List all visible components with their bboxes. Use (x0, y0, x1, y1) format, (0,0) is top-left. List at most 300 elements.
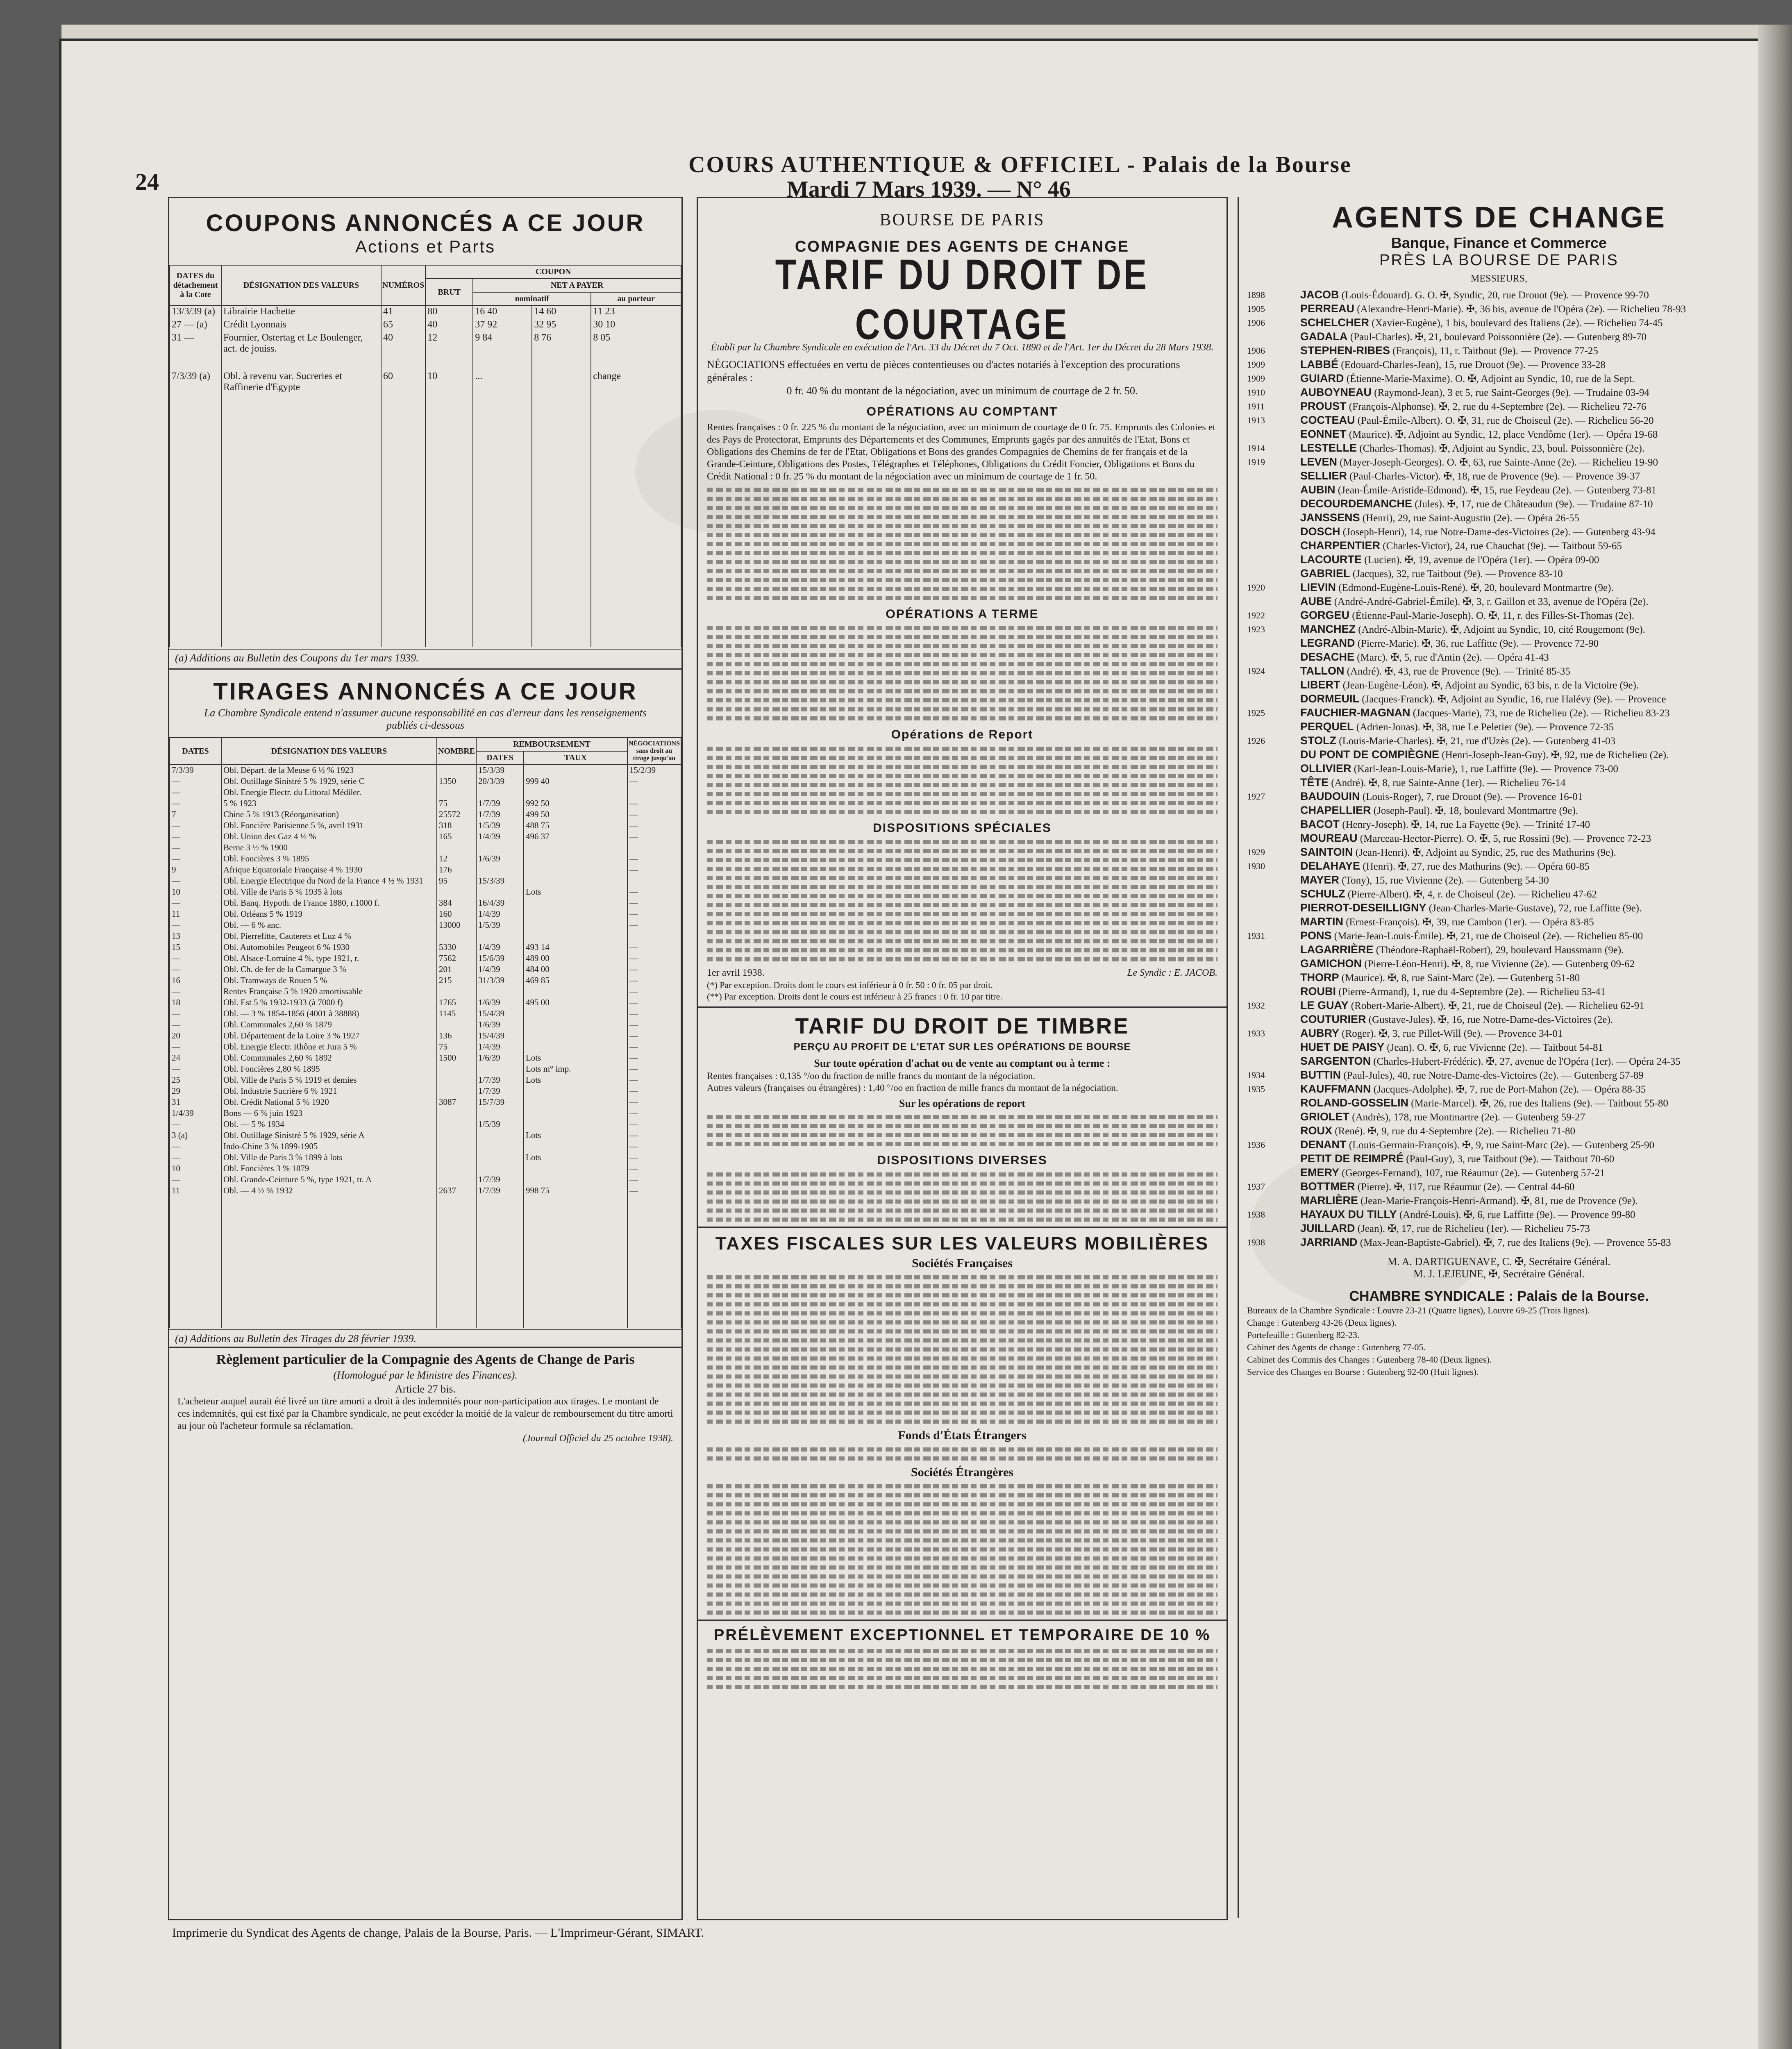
terme-text (698, 626, 1226, 720)
agent-detail: (Pierre-Léon-Henri). ✠, 8, rue Vivienne (2e). — Gutenberg 09-62 (1364, 959, 1635, 970)
agent-year: 1898 (1247, 290, 1265, 300)
table-row: — Obl. Energie Electr. du Littoral Médiler. (170, 787, 681, 798)
agent-entry (1247, 1097, 1753, 1110)
societes-etr-text (698, 1484, 1226, 1615)
agent-detail: (Gustave-Jules). ✠, 16, rue Notre-Dame-des-Victoires (2e). (1368, 1014, 1613, 1025)
agent-entry (1247, 637, 1753, 650)
table-row: — Obl. Grande-Ceinture 5 %, type 1921, tr. A 1/7/39 — (170, 1174, 681, 1186)
agent-detail: (Georges-Fernand), 107, rue Réaumur (2e). — Gutenberg 57-21 (1342, 1168, 1605, 1179)
agent-year: 1923 (1247, 624, 1265, 634)
agent-entry (1247, 790, 1753, 803)
societes-fr-title: Sociétés Françaises (912, 1256, 1013, 1270)
societes-etr-title: Sociétés Étrangères (911, 1465, 1014, 1479)
table-filler (170, 1197, 681, 1328)
agent-detail: (Jules). ✠, 17, rue de Châteaudun (9e). — Trudaine 87-10 (1415, 499, 1653, 510)
agent-entry (1247, 553, 1753, 566)
agent-name: GRIOLET (1300, 1111, 1349, 1123)
agent-entry (1247, 288, 1753, 302)
agent-year: 1929 (1247, 847, 1265, 857)
terme-title: OPÉRATIONS A TERME (886, 607, 1039, 621)
agent-detail: (Andrès), 178, rue Montmartre (2e). — Gutenberg 59-27 (1352, 1112, 1585, 1123)
agent-name: SELLIER (1300, 470, 1347, 482)
agent-name: SCHELCHER (1300, 316, 1370, 329)
table-row: — Rentes Française 5 % 1920 amortissable — (170, 986, 681, 997)
agent-year: 1927 (1247, 791, 1265, 802)
agent-year: 1906 (1247, 345, 1265, 356)
agents-subtitle: Banque, Finance et Commerce (1391, 234, 1607, 251)
agent-detail: (Jean-Émile-Aristide-Edmond). ✠, 15, rue Feydeau (2e). — Gutenberg 73-81 (1338, 485, 1656, 496)
agent-entry (1247, 1069, 1753, 1082)
agent-detail: (Louis-Marie-Charles). ✠, 21, rue d'Uzès (2e). — Gutenberg 41-03 (1339, 736, 1616, 747)
agent-name: PERREAU (1300, 302, 1355, 315)
agent-name: DESACHE (1300, 651, 1355, 663)
col-numeros: NUMÉROS (381, 265, 425, 306)
table-row: — Obl. — 5 % 1934 1/5/39 — (170, 1119, 681, 1130)
agent-year: 1932 (1247, 1000, 1265, 1011)
agent-name: JARRIAND (1300, 1236, 1358, 1248)
agent-name: LEGRAND (1300, 637, 1355, 649)
agent-detail: (Roger). ✠, 3, rue Pillet-Will (9e). — Provence 34-01 (1342, 1028, 1563, 1039)
agent-detail: (Marie-Marcel). ✠, 26, rue des Italiens (9e). — Taitbout 55-80 (1411, 1098, 1668, 1109)
agent-detail: (Tony), 15, rue Vivienne (2e). — Gutenberg 54-30 (1342, 875, 1549, 886)
agent-detail: (Jean-Marie-François-Henri-Armand). ✠, 81, rue de Provence (9e). (1360, 1195, 1638, 1206)
agent-entry (1247, 776, 1753, 789)
comptant-text: Rentes françaises : 0 fr. 225 % du montant de la négociation, avec un minimum de courtage de 0 fr. 75. Emprunts des Colonies et des Pays de Protectorat, Emprunts des Départements et des Communes, Emprunts gagés par des annuités de l'Etat, Bons et Obligations des Chemins de fer de l'Etat, Obligations et Bons des grandes Compagnies de Chemins de fer français et de la Grande-Ceinture, Obligations des Postes, Télégraphes et Téléphones, Obligations du Crédit Foncier, Obligations et Bons du Crédit National : 0 fr. 25 % du montant de la négociation avec un minimum de courtage de 1 fr. 50. (707, 422, 1216, 482)
agent-entry (1247, 539, 1753, 552)
agent-detail: (Jean-Eugène-Léon). ✠, Adjoint au Syndic, 63 bis, r. de la Victoire (9e). (1342, 680, 1639, 691)
agent-entry (1247, 1027, 1753, 1040)
agent-year: 1930 (1247, 861, 1265, 871)
column-agents (1238, 197, 1759, 1918)
agent-detail: (Jean). ✠, 17, rue de Richelieu (1er). — Richelieu 75-73 (1357, 1223, 1590, 1234)
col-porteur: au porteur (591, 292, 681, 306)
agent-name: DELAHAYE (1300, 860, 1360, 872)
agent-detail: (Mayer-Joseph-Georges). O. ✠, 63, rue Sainte-Anne (2e). — Richelieu 19-90 (1340, 457, 1658, 468)
agent-year: 1931 (1247, 931, 1265, 941)
table-row: 7 Chine 5 % 1913 (Réorganisation) 25572 1/7/39 499 50 — (170, 809, 681, 820)
agent-name: DORMEUIL (1300, 693, 1359, 705)
agent-entry (1247, 567, 1753, 580)
exception-1: (*) Par exception. Droits dont le cours est inférieur à 0 fr. 50 : 0 fr. 05 par droit. (707, 980, 993, 990)
agent-name: AUBE (1300, 595, 1332, 607)
agent-name: COCTEAU (1300, 414, 1355, 426)
chambre-lines (1239, 1304, 1759, 1378)
agent-name: GABRIEL (1300, 567, 1350, 579)
agent-detail: (Henri). ✠, 27, rue des Mathurins (9e). — Opéra 60-85 (1363, 861, 1590, 872)
agent-entry (1247, 442, 1753, 455)
agent-detail: (Charles-Victor), 24, rue Chauchat (9e). — Taitbout 59-65 (1383, 541, 1622, 552)
agent-year: 1933 (1247, 1028, 1265, 1038)
agent-name: DU PONT DE COMPIÈGNE (1300, 748, 1440, 761)
agent-year: 1920 (1247, 582, 1265, 593)
agent-name: SARGENTON (1300, 1055, 1371, 1067)
col-coupon: COUPON (425, 265, 681, 279)
agent-year: 1909 (1247, 359, 1265, 370)
table-row: — Obl. Energie Electrique du Nord de la France 4 ½ % 1931 95 15/3/39 (170, 876, 681, 887)
agent-name: STEPHEN-RIBES (1300, 344, 1390, 357)
col-taux: TAUX (524, 751, 627, 765)
agent-name: PETIT DE REIMPRÉ (1300, 1152, 1404, 1165)
agent-detail: (Henri-Joseph-Jean-Guy). ✠, 92, rue de Richelieu (2e). (1442, 750, 1669, 761)
agent-entry (1247, 1013, 1753, 1026)
agent-entry (1247, 456, 1753, 469)
timbre-report-text (698, 1115, 1226, 1146)
agent-year: 1925 (1247, 708, 1265, 718)
agent-name: DOSCH (1300, 525, 1340, 538)
reglement-title: Règlement particulier de la Compagnie des Agents de Change de Paris (216, 1352, 635, 1367)
agent-year: 1914 (1247, 443, 1265, 453)
agent-entry (1247, 999, 1753, 1012)
agent-detail: (Paul-Charles). ✠, 21, boulevard Poissonnière (2e). — Gutenberg 89-70 (1350, 332, 1647, 343)
agent-entry (1247, 1236, 1753, 1249)
courtage-title: TARIF DU DROIT DE COURTAGE (775, 250, 1149, 348)
agent-entry (1247, 1180, 1753, 1193)
agent-detail: (Jean-Charles-Marie-Gustave), 72, rue Laffitte (9e). (1429, 903, 1642, 914)
agent-name: COUTURIER (1300, 1013, 1366, 1025)
table-row: — Obl. Ch. de fer de la Camargue 3 % 201 1/4/39 484 00 — (170, 964, 681, 975)
agent-name: JUILLARD (1300, 1222, 1355, 1234)
timbre-autres: Autres valeurs (françaises ou étrangères) : 1,40 °/oo en fraction de mille francs du montant de la négociation. (707, 1083, 1118, 1093)
agent-entry (1247, 1166, 1753, 1179)
agent-year: 1906 (1247, 318, 1265, 328)
agent-name: AUBRY (1300, 1027, 1340, 1039)
coupons-section (169, 198, 681, 664)
agent-detail: (Lucien). ✠, 19, avenue de l'Opéra (1er). — Opéra 09-00 (1364, 554, 1599, 566)
agent-entry (1247, 818, 1753, 831)
agent-year: 1938 (1247, 1237, 1265, 1247)
agent-name: AUBOYNEAU (1300, 386, 1372, 398)
agent-entry (1247, 623, 1753, 636)
agent-year: 1909 (1247, 373, 1265, 384)
agent-name: BAUDOUIN (1300, 790, 1360, 802)
column-coupons-tirages (168, 197, 683, 1920)
agent-entry (1247, 428, 1753, 441)
agent-detail: (André-Albin-Marie). ✠, Adjoint au Syndic, 10, cité Rougemont (9e). (1358, 624, 1645, 635)
timbre-rentes: Rentes françaises : 0,135 °/oo du fraction de mille francs du montant de la négociation. (707, 1071, 1036, 1081)
courtage-negociations: NÉGOCIATIONS effectuées en vertu de pièces contentieuses ou d'actes notariés à l'exception des procurations générales : (707, 359, 1180, 384)
table-row: — Obl. Ville de Paris 3 % 1899 à lots Lots — (170, 1152, 681, 1163)
agent-detail: (Marie-Jean-Louis-Émile). ✠, 21, rue de Choiseul (2e). — Richelieu 85-00 (1334, 931, 1643, 942)
divider (698, 1227, 1226, 1228)
table-row: — 5 % 1923 75 1/7/39 992 50 — (170, 798, 681, 809)
agent-detail: (Henry-Joseph). ✠, 14, rue La Fayette (9e). — Trinité 17-40 (1342, 819, 1590, 830)
agent-name: KAUFFMANN (1300, 1083, 1371, 1095)
table-row: — Obl. Energie Electr. Rhône et Jura 5 % 75 1/4/39 — (170, 1042, 681, 1053)
agent-detail: (Jacques), 32, rue Taitbout (9e). — Provence 83-10 (1352, 568, 1563, 579)
chambre-title: CHAMBRE SYNDICALE : Palais de la Bourse. (1349, 1288, 1649, 1304)
agent-detail: (Raymond-Jean), 3 et 5, rue Saint-Georges (9e). — Trudaine 03-94 (1374, 387, 1649, 398)
dispositions-title: DISPOSITIONS SPÉCIALES (873, 821, 1052, 835)
table-row: 1/4/39 Bons — 6 % juin 1923 — (170, 1108, 681, 1119)
agent-name: JANSSENS (1300, 511, 1360, 524)
agent-entry (1247, 1083, 1753, 1096)
agent-entry (1247, 386, 1753, 399)
table-row: — Obl. Foncières 3 % 1895 12 1/6/39 — (170, 854, 681, 865)
agent-entry (1247, 929, 1753, 943)
table-row: 16 Obl. Tramways de Rouen 5 % 215 31/3/39 469 85 — (170, 975, 681, 986)
tirages-notice: La Chambre Syndicale entend n'assumer aucune responsabilité en cas d'erreur dans les renseignements publiés ci-dessous (204, 707, 647, 731)
agent-name: BACOT (1300, 818, 1340, 830)
agent-entry (1247, 762, 1753, 775)
agent-detail: (Louis-Germain-François). ✠, 9, rue Saint-Marc (2e). — Gutenberg 25-90 (1349, 1140, 1655, 1151)
agent-entry (1247, 302, 1753, 316)
coupons-title: COUPONS ANNONCÉS A CE JOUR (206, 210, 645, 236)
agent-entry (1247, 330, 1753, 343)
book-spine (1758, 25, 1792, 2049)
agent-detail: (André). ✠, 8, rue Sainte-Anne (1er). — Richelieu 76-14 (1331, 777, 1566, 788)
table-row: 31 Obl. Crédit National 5 % 1920 3087 15/7/39 — (170, 1097, 681, 1108)
agent-detail: (Marc). ✠, 5, rue d'Antin (2e). — Opéra 41-43 (1357, 652, 1549, 663)
agent-name: TALLON (1300, 665, 1345, 677)
col-brut: BRUT (425, 279, 473, 306)
agent-name: ROUX (1300, 1124, 1333, 1137)
agent-name: ROLAND-GOSSELIN (1300, 1097, 1409, 1109)
agent-name: HAYAUX DU TILLY (1300, 1208, 1397, 1220)
agent-detail: (Jacques-Franck). ✠, Adjoint au Syndic, 16, rue Halévy (9e). — Provence (1362, 694, 1666, 705)
diverses-text (698, 1172, 1226, 1222)
agent-detail: (Karl-Jean-Louis-Marie), 1, rue Laffitte (9e). — Provence 73-00 (1354, 763, 1618, 775)
col-rb-dates: DATES (476, 751, 524, 765)
chambre-line: Bureaux de la Chambre Syndicale : Louvre 23-21 (Quatre lignes), Louvre 69-25 (Trois lignes). (1247, 1305, 1590, 1315)
issue-date: Mardi 7 Mars 1939. — N° 46 (787, 177, 1071, 202)
agent-detail: (Charles-Thomas). ✠, Adjoint au Syndic, 23, boul. Poissonnière (2e). (1359, 443, 1645, 454)
agent-entry (1247, 595, 1753, 608)
courtage-negociations-rate: 0 fr. 40 % du montant de la négociation, avec un minimum de courtage de 2 fr. 50. (786, 385, 1138, 397)
chambre-line: Portefeuille : Gutenberg 82-23. (1247, 1330, 1360, 1340)
agent-entry (1247, 804, 1753, 817)
agent-entry (1247, 344, 1753, 357)
agent-name: DENANT (1300, 1138, 1347, 1151)
compagnie-title: COMPAGNIE DES AGENTS DE CHANGE (795, 238, 1130, 255)
agent-entry (1247, 860, 1753, 873)
agents-subtitle-2: PRÈS LA BOURSE DE PARIS (1379, 252, 1619, 269)
agent-year: 1922 (1247, 610, 1265, 620)
agent-entry (1247, 1138, 1753, 1152)
table-row: 7/3/39 (a) Obl. à revenu var. Sucreries et Raffinerie d'Egypte 60 10 ... change (170, 354, 681, 393)
agent-detail: (Xavier-Eugène), 1 bis, boulevard des Italiens (2e). — Richelieu 74-45 (1372, 318, 1663, 329)
table-row: 31 — Fournier, Ostertag et Le Boulenger, act. de jouiss. 40 12 9 84 8 76 8 05 (170, 332, 681, 354)
agent-name: MARLIÈRE (1300, 1194, 1358, 1206)
table-filler (170, 393, 681, 647)
agent-name: EONNET (1300, 428, 1347, 440)
agent-name: THORP (1300, 971, 1339, 984)
agent-detail: (Adrien-Jonas). ✠, 38, rue Le Peletier (9e). — Provence 72-35 (1356, 722, 1614, 733)
agent-name: LIEVIN (1300, 581, 1336, 593)
agent-entry (1247, 511, 1753, 525)
agent-name: LESTELLE (1300, 442, 1357, 454)
coupons-subtitle: Actions et Parts (355, 237, 496, 256)
secretaire-2: M. J. LEJEUNE, ✠, Secrétaire Général. (1413, 1268, 1585, 1280)
agent-name: MANCHEZ (1300, 623, 1356, 635)
agent-name: EMERY (1300, 1166, 1340, 1179)
page-header (135, 152, 1742, 201)
agent-entry (1247, 971, 1753, 984)
agent-year: 1936 (1247, 1140, 1265, 1150)
agent-detail: (Jacques-Marie), 73, rue de Richelieu (2e). — Richelieu 83-23 (1413, 708, 1670, 719)
chambre-line: Service des Changes en Bourse : Gutenberg 92-00 (Huit lignes). (1247, 1367, 1479, 1377)
fonds-text (698, 1447, 1226, 1461)
agent-entry (1247, 525, 1753, 538)
agent-detail: (André). ✠, 43, rue de Provence (9e). — Trinité 85-35 (1347, 666, 1570, 677)
agent-name: JACOB (1300, 288, 1339, 301)
agent-entry (1247, 414, 1753, 427)
col-net: NET A PAYER (473, 279, 681, 292)
agent-name: TÊTE (1300, 776, 1329, 788)
agent-name: STOLZ (1300, 734, 1337, 747)
diverses-title: DISPOSITIONS DIVERSES (877, 1154, 1047, 1167)
tirages-body (170, 765, 681, 1328)
agent-year: 1926 (1247, 736, 1265, 746)
table-row: 24 Obl. Communales 2,60 % 1892 1500 1/6/39 Lots — (170, 1053, 681, 1064)
agent-name: PERQUEL (1300, 720, 1354, 733)
agent-entry (1247, 874, 1753, 887)
footer-imprint: Imprimerie du Syndicat des Agents de change, Palais de la Bourse, Paris. — L'Imprimeur-Gérant, SIMART. (172, 1926, 704, 1940)
agent-name: AUBIN (1300, 484, 1335, 496)
agent-detail: (Paul-Guy), 3, rue Taitbout (9e). — Taitbout 70-60 (1406, 1154, 1615, 1165)
agent-name: BOTTMER (1300, 1180, 1355, 1193)
agent-entry (1247, 372, 1753, 385)
agent-detail: (François), 11, r. Taitbout (9e). — Provence 77-25 (1392, 345, 1598, 357)
table-row: 27 — (a) Crédit Lyonnais 65 40 37 92 32 95 30 10 (170, 319, 681, 332)
table-row: 13/3/39 (a) Librairie Hachette 41 80 16 40 14 60 11 23 (170, 306, 681, 319)
agent-detail: (Jean). O. ✠, 6, rue Vivienne (2e). — Taitbout 54-81 (1387, 1042, 1603, 1053)
societes-fr-text (698, 1275, 1226, 1424)
agent-name: LACOURTE (1300, 553, 1362, 566)
agent-entry (1247, 943, 1753, 956)
agent-detail: (Théodore-Raphaël-Robert), 29, boulevard Haussmann (9e). (1376, 945, 1624, 956)
agent-entry (1247, 358, 1753, 371)
agent-name: SCHULZ (1300, 888, 1345, 900)
col-designation: DÉSIGNATION DES VALEURS (221, 738, 437, 765)
agent-name: MAYER (1300, 874, 1340, 886)
page-number: 24 (135, 168, 159, 195)
agent-entry (1247, 1152, 1753, 1165)
agent-detail: (Étienne-Marie-Maxime). O. ✠, Adjoint au Syndic, 10, rue de la Sept. (1346, 373, 1635, 384)
agent-detail: (Jean-Henri). ✠, Adjoint au Syndic, 25, rue des Mathurins (9e). (1355, 847, 1616, 858)
agent-entry (1247, 888, 1753, 901)
table-row: — Obl. Union des Gaz 4 ½ % 165 1/4/39 496 37 — (170, 831, 681, 843)
agent-detail: (Pierre). ✠, 117, rue Réaumur (2e). — Central 44-60 (1357, 1181, 1575, 1193)
table-row: 18 Obl. Est 5 % 1932-1933 (à 7000 f) 1765 1/6/39 495 00 — (170, 997, 681, 1009)
comptant-more (698, 488, 1226, 600)
bourse-title: BOURSE DE PARIS (879, 211, 1045, 229)
agent-name: FAUCHIER-MAGNAN (1300, 706, 1410, 719)
agent-detail: (Pierre-Albert). ✠, 4, r. de Choiseul (2e). — Richelieu 47-62 (1347, 889, 1597, 900)
agent-name: LAGARRIÈRE (1300, 943, 1374, 956)
col-designation: DÉSIGNATION DES VALEURS (221, 265, 381, 306)
timbre-title: TARIF DU DROIT DE TIMBRE (795, 1014, 1129, 1038)
table-row: — Obl. Outillage Sinistré 5 % 1929, série C 1350 20/3/39 999 40 — (170, 776, 681, 787)
prelevement-title: PRÉLÈVEMENT EXCEPTIONNEL ET TEMPORAIRE DE 10 % (713, 1626, 1211, 1644)
agent-detail: (Charles-Hubert-Frédéric). ✠, 27, avenue de l'Opéra (1er). — Opéra 24-35 (1373, 1056, 1681, 1067)
table-row: 7/3/39 Obl. Départ. de la Meuse 6 ½ % 1923 15/3/39 15/2/39 (170, 765, 681, 776)
agent-detail: (Pierre-Marie). ✠, 36, rue Laffitte (9e). — Provence 72-90 (1357, 638, 1599, 649)
table-row: 10 Obl. Ville de Paris 5 % 1935 à lots Lots — (170, 887, 681, 898)
agent-year: 1905 (1247, 304, 1265, 314)
agent-detail: (Maurice). ✠, Adjoint au Syndic, 12, place Vendôme (1er). — Opéra 19-68 (1349, 429, 1658, 440)
agent-detail: (Paul-Jules), 40, rue Notre-Dame-des-Victoires (2e). — Gutenberg 57-89 (1343, 1070, 1644, 1081)
agent-entry (1247, 1208, 1753, 1221)
agent-entry (1247, 748, 1753, 761)
reglement-subtitle: (Homologué par le Ministre des Finances). (333, 1369, 518, 1381)
agent-detail: (Étienne-Paul-Marie-Joseph). O. ✠, 11, r. des Filles-St-Thomas (2e). (1352, 610, 1634, 621)
agent-name: MARTIN (1300, 915, 1343, 928)
agent-detail: (Paul-Charles-Victor). ✠, 18, rue de Provence (9e). — Provence 39-37 (1349, 471, 1640, 482)
agent-entry (1247, 470, 1753, 483)
agent-name: BUTTIN (1300, 1069, 1341, 1081)
tirages-title: TIRAGES ANNONCÉS A CE JOUR (213, 678, 638, 705)
agent-entry (1247, 609, 1753, 622)
taxes-title: TAXES FISCALES SUR LES VALEURS MOBILIÈRES (715, 1233, 1209, 1254)
agent-entry (1247, 1194, 1753, 1207)
comptant-title: OPÉRATIONS AU COMPTANT (866, 405, 1058, 418)
timbre-subtitle: PERÇU AU PROFIT DE L'ETAT SUR LES OPÉRATIONS DE BOURSE (793, 1041, 1131, 1052)
agent-detail: (Paul-Émile-Albert). O. ✠, 31, rue de Choiseul (2e). — Richelieu 56-20 (1357, 415, 1654, 426)
agent-name: CHARPENTIER (1300, 539, 1381, 552)
agent-name: PIERROT-DESEILLIGNY (1300, 902, 1426, 914)
agent-detail: (Louis-Édouard). G. O. ✠, Syndic, 20, rue Drouot (9e). — Provence 99-70 (1341, 290, 1649, 301)
table-row: 3 (a) Obl. Outillage Sinistré 5 % 1929, série A Lots — (170, 1130, 681, 1141)
col-negociations: NÉGOCIATIONS sans droit au tirage jusqu'au (627, 738, 681, 765)
fonds-title: Fonds d'États Étrangers (898, 1429, 1027, 1442)
agent-name: LIBERT (1300, 679, 1340, 691)
report-title: Opérations de Report (891, 728, 1033, 741)
agent-year: 1924 (1247, 666, 1265, 676)
coupons-table (169, 265, 681, 647)
agent-entry (1247, 1111, 1753, 1124)
exception-2: (**) Par exception. Droits dont le cours est inférieur à 25 francs : 0 fr. 10 par titre. (707, 991, 1002, 1002)
agents-messieurs: MESSIEURS, (1470, 273, 1528, 284)
agent-entry (1247, 706, 1753, 720)
table-row: — Obl. Alsace-Lorraine 4 %, type 1921, r. 7562 15/6/39 489 00 — (170, 953, 681, 964)
prelevement-text (698, 1649, 1226, 1689)
table-row: 10 Obl. Foncières 3 % 1879 — (170, 1163, 681, 1174)
agent-year: 1934 (1247, 1070, 1265, 1080)
agent-entry (1247, 1124, 1753, 1138)
agent-detail: (Joseph-Paul). ✠, 18, boulevard Montmartre (9e). (1373, 805, 1579, 816)
agent-entry (1247, 1055, 1753, 1068)
table-row: — Obl. Communales 2,60 % 1879 1/6/39 — (170, 1020, 681, 1031)
agent-year: 1935 (1247, 1084, 1265, 1094)
table-row: 29 Obl. Industrie Sucrière 6 % 1921 1/7/39 — (170, 1086, 681, 1097)
coupons-note: (a) Additions au Bulletin des Coupons du 1er mars 1939. (169, 649, 681, 664)
secretaire: M. A. DARTIGUENAVE, C. ✠, Secrétaire Général. (1388, 1256, 1610, 1268)
publication-title: COURS AUTHENTIQUE & OFFICIEL - Palais de la Bourse (688, 152, 1352, 177)
table-row: 11 Obl. — 4 ½ % 1932 2637 1/7/39 998 75 — (170, 1186, 681, 1197)
report-text (698, 747, 1226, 814)
agent-entry (1247, 846, 1753, 859)
agents-title: AGENTS DE CHANGE (1331, 201, 1667, 234)
agent-detail: (Edmond-Eugène-Louis-René). ✠, 20, boulevard Montmartre (9e). (1338, 582, 1614, 593)
timbre-achat: Sur toute opération d'achat ou de vente au comptant ou à terme : (814, 1057, 1111, 1069)
tirages-note: (a) Additions au Bulletin des Tirages du 28 février 1939. (169, 1329, 681, 1345)
agent-entry (1247, 400, 1753, 413)
agent-entry (1247, 693, 1753, 706)
page-top-edge (61, 25, 1758, 41)
agent-name: GADALA (1300, 330, 1348, 343)
chambre-line: Cabinet des Commis des Changes : Gutenberg 78-40 (Deux lignes). (1247, 1354, 1492, 1365)
agent-name: GAMICHON (1300, 957, 1362, 970)
table-row: — Obl. Foncières 2,80 % 1895 Lots m° imp. — (170, 1064, 681, 1075)
agent-detail: (François-Alphonse). ✠, 2, rue du 4-Septembre (2e). — Richelieu 72-76 (1349, 401, 1647, 412)
agent-name: LEVEN (1300, 456, 1338, 468)
col-dates: DATES (170, 738, 221, 765)
reglement-section (169, 1347, 681, 1449)
agent-detail: (Robert-Marie-Albert). ✠, 21, rue de Choiseul (2e). — Richelieu 62-91 (1351, 1000, 1644, 1011)
chambre-line: Change : Gutenberg 43-26 (Deux lignes). (1247, 1318, 1397, 1328)
agent-name: ROUBI (1300, 985, 1336, 997)
agent-detail: (André-Louis). ✠, 6, rue Laffitte (9e). — Provence 99-80 (1399, 1209, 1635, 1220)
